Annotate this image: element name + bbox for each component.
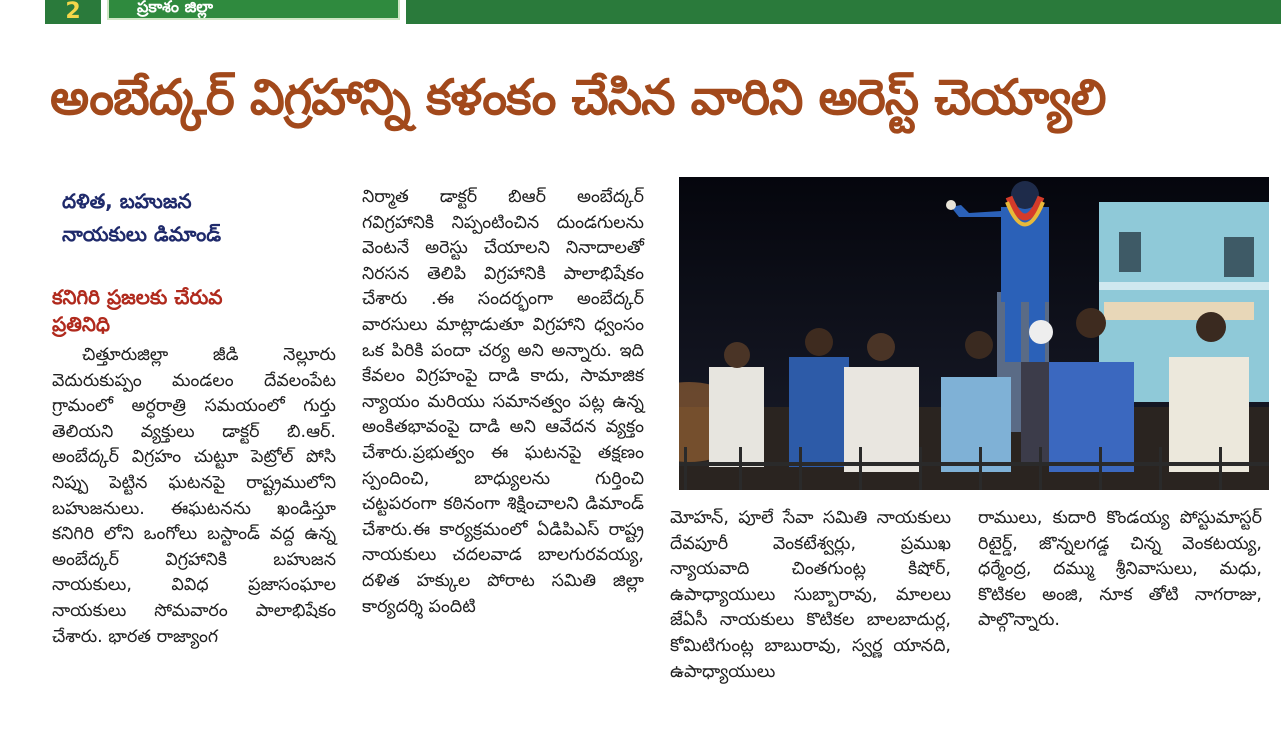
byline-line: కనిగిరి ప్రజలకు చేరువ <box>52 285 223 309</box>
article-column-4 <box>978 506 1262 634</box>
page-number: 2 <box>45 0 101 24</box>
news-photo <box>679 177 1269 490</box>
deck-line: దళిత, బహుజన <box>62 189 192 213</box>
article-paragraph: చిత్తూరుజిల్లా జీడి నెల్లూరు వెదురుకుప్పం మండలం దేవలంపేట గ్రామంలో అర్ధరాత్రి సమయంలో గుర్తు తెలియని వ్యక్తులు డాక్టర్ బి.ఆర్. అంబేద్కర్ విగ్రహం చుట్టూ పెట్రోల్ పోసి నిప్పు పెట్టిన ఘటనపై రాష్ట్రములోని బహుజనులు. ఈఘటనను ఖండిస్తూ కనిగిరి లోని ఒంగోలు బస్టాండ్ వద్ద ఉన్న అంబేద్కర్ విగ్రహానికి బహుజన నాయకులు, వివిధ ప్రజాసంఘాల నాయకులు సోమవారం పాలాభిషేకం చేశారు. భారత రాజ్యాంగ <box>52 345 336 647</box>
article-paragraph: రాములు, కుదారి కొండయ్య పోస్టుమాస్టర్ రిటైర్డ్, జొన్నలగడ్డ చిన్న వెంకటయ్య, ధర్మేంద్ర, దమ్ము శ్రీనివాసులు, మధు, కొటికల అంజి, నూక తోటి నాగరాజు, పాల్గొన్నారు. <box>978 508 1262 631</box>
deck-line: నాయకులు డిమాండ్ <box>62 222 222 246</box>
section-label: ప్రకాశం జిల్లా <box>107 0 400 20</box>
byline-line: ప్రతినిధి <box>52 312 111 336</box>
header-bar <box>406 0 1281 24</box>
article-column-1 <box>52 343 336 650</box>
page-header-strip <box>0 0 1281 24</box>
byline <box>52 284 332 338</box>
headline: అంబేద్కర్ విగ్రహాన్ని కళంకం చేసిన వారిని అరెస్ట్ చెయ్యాలి <box>50 69 1106 126</box>
article-column-2 <box>362 185 644 620</box>
statue-protest-photo <box>679 177 1269 490</box>
article-paragraph: మోహన్, పూలే సేవా సమితి నాయకులు దేవపూరీ వెంకటేశ్వర్లు, ప్రముఖ న్యాయవాది చింతగుంట్ల కిషోర్, ఉపాధ్యాయులు సుబ్బారావు, మాలలు జేఏసీ నాయకులు కొటికల బాలబాదుర్ల, కోమిటిగుంట్ల బాబురావు, స్వర్ణ యానది, ఉపాధ్యాయులు <box>670 508 951 682</box>
article-paragraph: నిర్మాత డాక్టర్ బిఆర్ అంబేద్కర్ గవిగ్రహానికి నిప్పంటించిన దుండగులను వెంటనే అరెస్టు చేయాలని నినాదాలతో నిరసన తెలిపి విగ్రహానికి పాలాభిషేకం చేశారు .ఈ సందర్భంగా అంబేద్కర్ వారసులు మాట్లాడుతూ విగ్రహాని ధ్వంసం ఒక పిరికి పందా చర్య అని అన్నారు. ఇది కేవలం విగ్రహంపై దాడి కాదు, సామాజిక న్యాయం మరియు సమానత్వం పట్ల ఉన్న అంకితభావంపై దాడి అని ఆవేదన వ్యక్తం చేశారు.ప్రభుత్వం ఈ ఘటనపై తక్షణం స్పందించి, బాధ్యులను గుర్తించి చట్టపరంగా కఠినంగా శిక్షించాలని డిమాండ్ చేశారు.ఈ కార్యక్రమంలో ఏడిపిఎస్ రాష్ట్ర నాయకులు చదలవాడ బాలగురవయ్య, దళిత హక్కుల పోరాట సమితి జిల్లా కార్యదర్శి పందిటి <box>362 187 644 617</box>
deck <box>62 185 332 251</box>
article-column-3 <box>670 506 951 685</box>
